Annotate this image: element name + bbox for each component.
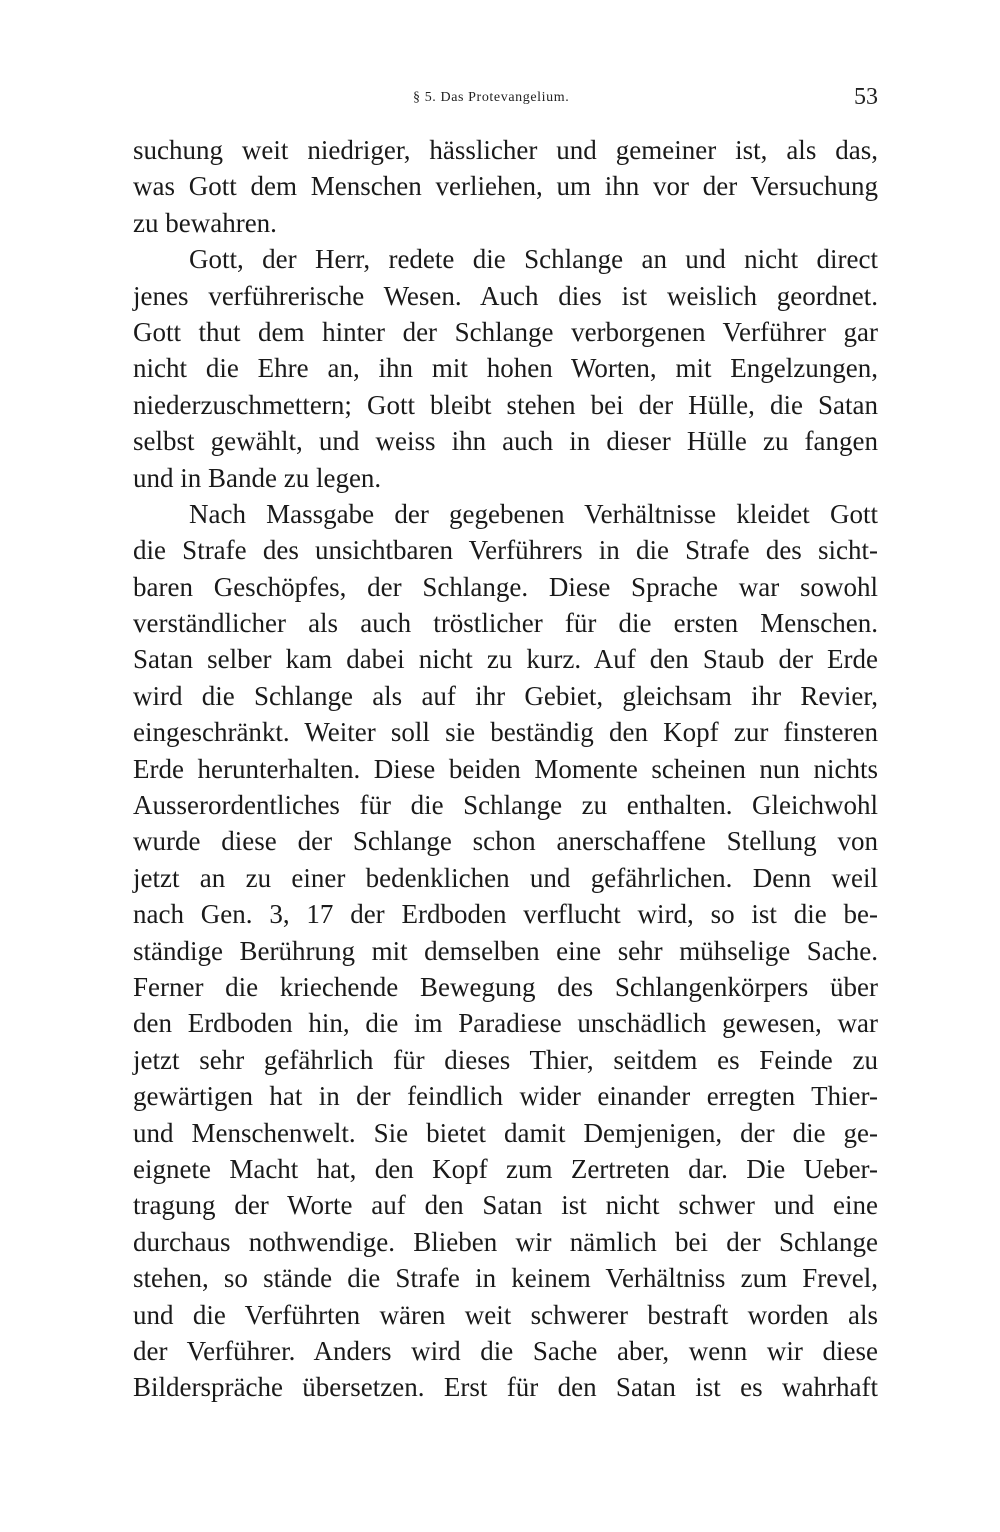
text-line: was Gott dem Menschen verliehen, um ihn vor der Versuchung: [133, 171, 878, 202]
text-line: nicht die Ehre an, ihn mit hohen Worten, mit Engelzungen,: [133, 353, 878, 384]
text-line: stehen, so stände die Strafe in keinem Verhältniss zum Frevel,: [133, 1263, 878, 1294]
page-number: 53: [854, 84, 878, 110]
text-line: baren Geschöpfes, der Schlange. Diese Sprache war sowohl: [133, 571, 878, 602]
text-line: Bilderspräche übersetzen. Erst für den Satan ist es wahrhaft: [133, 1372, 878, 1403]
paragraph-3: [133, 496, 878, 1406]
text-line: die Strafe des unsichtbaren Verführers in die Strafe des sicht-: [133, 535, 878, 566]
text-line: eingeschränkt. Weiter soll sie beständig den Kopf zur finsteren: [133, 717, 878, 748]
text-line: wird die Schlange als auf ihr Gebiet, gleichsam ihr Revier,: [133, 680, 878, 711]
text-line: Ausserordentliches für die Schlange zu enthalten. Gleichwohl: [133, 790, 878, 821]
text-line: wurde diese der Schlange schon anerschaffene Stellung von: [133, 826, 878, 857]
text-line: Satan selber kam dabei nicht zu kurz. Auf den Staub der Erde: [133, 644, 878, 675]
text-line: Gott thut dem hinter der Schlange verborgenen Verführer gar: [133, 316, 878, 347]
text-line: den Erdboden hin, die im Paradiese unschädlich gewesen, war: [133, 1008, 878, 1039]
text-line: Erde herunterhalten. Diese beiden Momente scheinen nun nichts: [133, 753, 878, 784]
text-line: tragung der Worte auf den Satan ist nicht schwer und eine: [133, 1190, 878, 1221]
text-line: gewärtigen hat in der feindlich wider einander erregten Thier-: [133, 1081, 878, 1112]
text-line: jetzt an zu einer bedenklichen und gefährlichen. Denn weil: [133, 862, 878, 893]
text-line: Nach Massgabe der gegebenen Verhältnisse kleidet Gott: [189, 498, 878, 529]
text-line: Gott, der Herr, redete die Schlange an und nicht direct: [189, 244, 878, 275]
text-line: und die Verführten wären weit schwerer bestraft worden als: [133, 1299, 878, 1330]
text-line: nach Gen. 3, 17 der Erdboden verflucht wird, so ist die be-: [133, 899, 878, 930]
text-line: zu bewahren.: [133, 207, 277, 238]
text-line: Ferner die kriechende Bewegung des Schlangenkörpers über: [133, 971, 878, 1002]
paragraph-1: [133, 132, 878, 241]
text-line: und Menschenwelt. Sie bietet damit Demjenigen, der die ge-: [133, 1117, 878, 1148]
text-line: jenes verführerische Wesen. Auch dies ist weislich geordnet.: [133, 280, 878, 311]
text-line: suchung weit niedriger, hässlicher und gemeiner ist, als das,: [133, 135, 878, 165]
text-line: eignete Macht hat, den Kopf zum Zertreten dar. Die Ueber-: [133, 1153, 878, 1184]
paragraph-2: [133, 241, 878, 496]
running-title: § 5. Das Protevangelium.: [413, 90, 570, 105]
text-line: selbst gewählt, und weiss ihn auch in dieser Hülle zu fangen: [133, 426, 878, 457]
text-line: niederzuschmettern; Gott bleibt stehen bei der Hülle, die Satan: [133, 389, 878, 420]
running-header: [133, 84, 878, 112]
text-line: und in Bande zu legen.: [133, 462, 382, 493]
body-text: [133, 132, 878, 1406]
text-line: ständige Berührung mit demselben eine sehr mühselige Sache.: [133, 935, 878, 966]
text-line: verständlicher als auch tröstlicher für die ersten Menschen.: [133, 608, 878, 639]
text-line: durchaus nothwendige. Blieben wir nämlich bei der Schlange: [133, 1226, 878, 1257]
text-line: der Verführer. Anders wird die Sache aber, wenn wir diese: [133, 1335, 878, 1366]
text-line: jetzt sehr gefährlich für dieses Thier, seitdem es Feinde zu: [133, 1044, 878, 1075]
